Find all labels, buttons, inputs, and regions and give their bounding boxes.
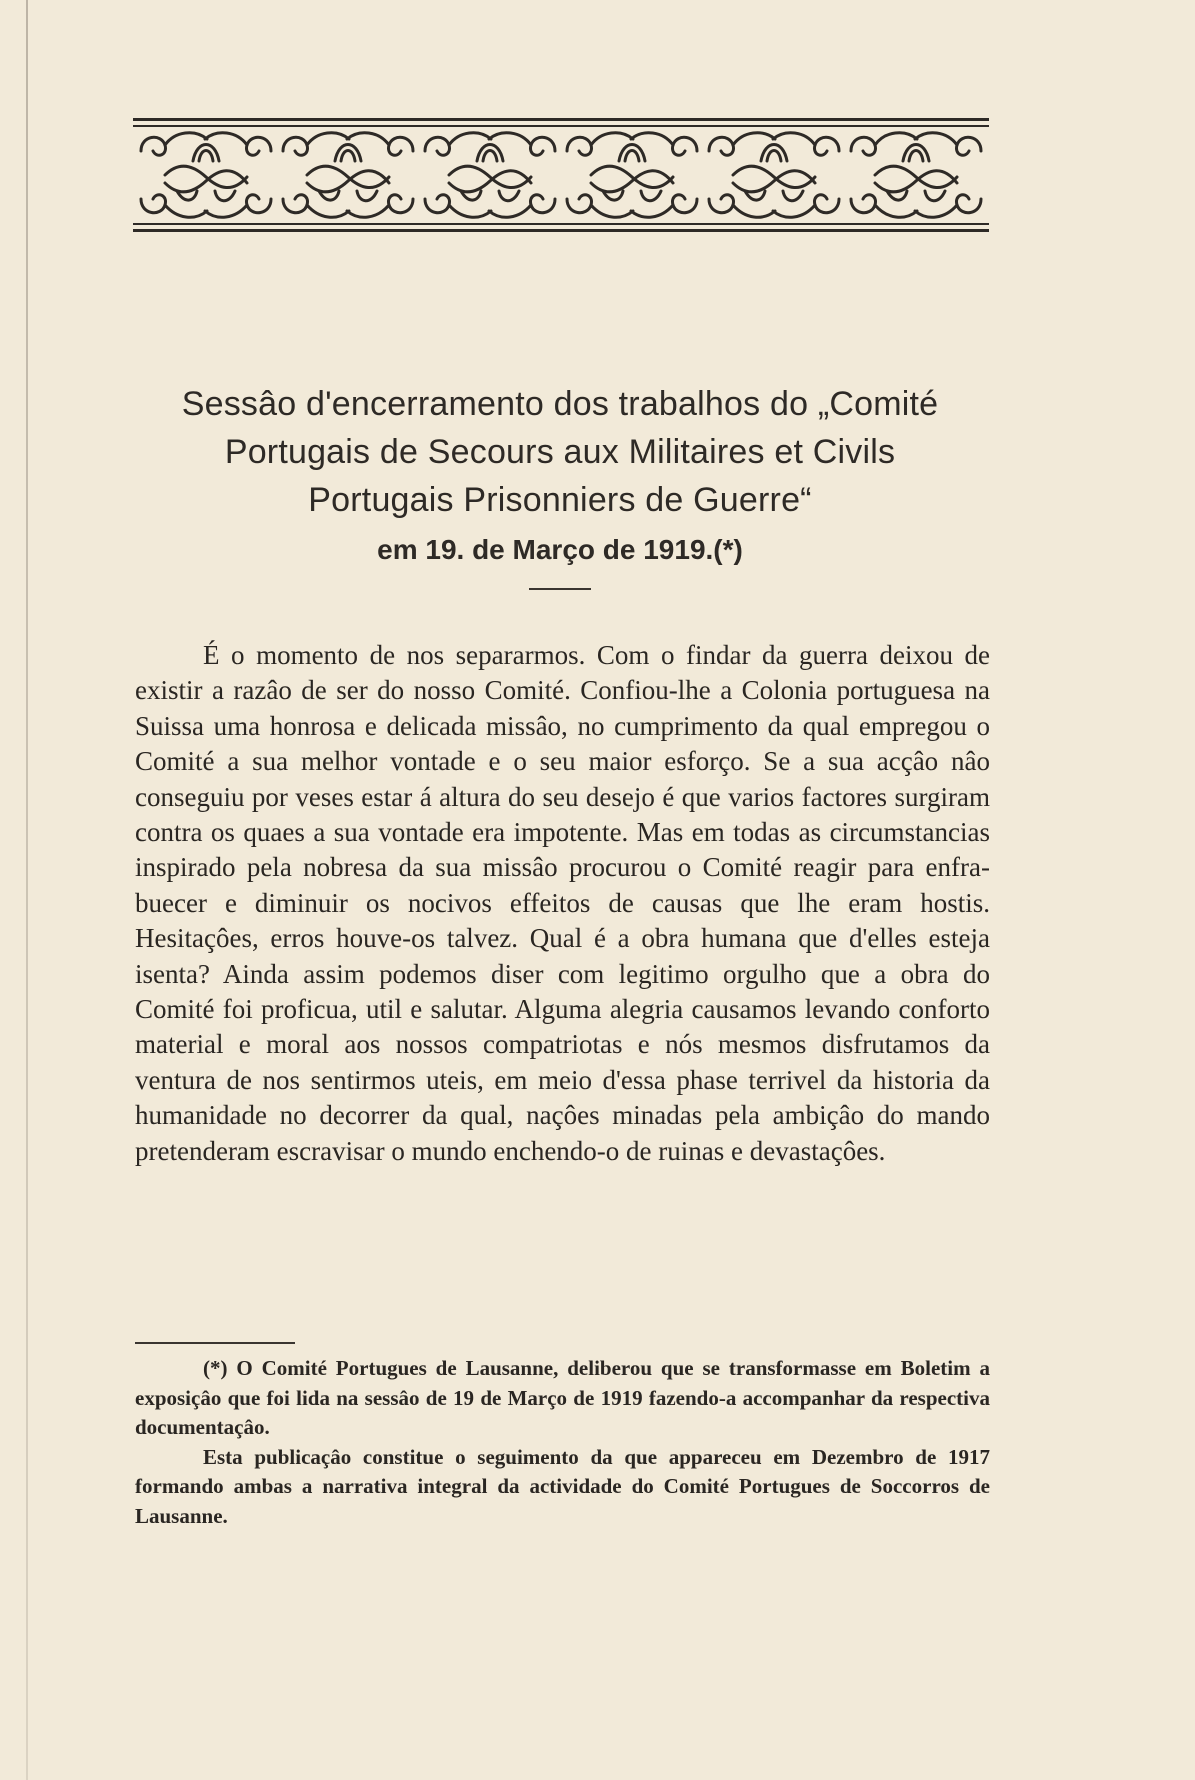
title-line-2: Portugais de Secours aux Militaires et Civils: [224, 433, 896, 471]
title-divider: [529, 588, 591, 590]
body-paragraph: É o momento de nos separarmos. Com o findar da guerra deixou de existir a razâo de ser do nosso Comité. Confiou-lhe a Colonia portuguesa na Suissa uma honrosa e delicada missâo, no cumprimento da qual empregou o Comité a sua melhor vontade e o seu maior esforço. Se a sua acçâo nâo conseguiu por veses estar á altura do seu desejo é que varios factores surgiram contra os quaes a sua vontade era impotente. Mas em todas as circumstancias inspirado pela nobresa da sua missâo procurou o Comité reagir para enfrabuecer e diminuir os nocivos effeitos de causas que lhe eram hostis. Hesitaçôes, erros houve-os talvez. Qual é a obra humana que d'elles esteja isenta? Ainda assim podemos diser com legitimo orgulho que a obra do Comité foi proficua, util e salutar. Alguma alegria causamos levando conforto material e moral aos nossos compatriotas e nós mesmos disfrutamos da ventura de nos sentirmos uteis, em meio d'essa phase terrivel da historia da humanidade no decorrer da qual, naçôes minadas pela ambiçâo do mando pretenderam escravisar o mundo enchendo-o de ruinas e devastaçôes.: [135, 640, 990, 1166]
footnote-1: (*) O Comité Portugues de Lausanne, deliberou que se transformasse em Boletim a exposiçâo que foi lida na sessâo de 19 de Março de 1919 fazendo-a accompanhar da respectiva documentaçâo.: [135, 1356, 990, 1439]
footnote-divider: [135, 1342, 295, 1344]
footnote-2: Esta publicaçâo constitue o seguimento da que appareceu em Dezembro de 1917 formando ambas a narrativa integral da actividade do Comité Portugues de Soccorros de Lausanne.: [135, 1444, 990, 1528]
title-line-3: Portugais Prisonniers de Guerre“: [308, 481, 812, 519]
title-line-1: Sessâo d'encerramento dos trabalhos do „Comité: [181, 385, 939, 423]
page-edge-shadow: [26, 0, 28, 1780]
document-title: [110, 380, 1010, 590]
scroll-ornament-icon: [133, 118, 989, 234]
footnotes: [135, 1354, 990, 1531]
title-date: em 19. de Março de 1919.(*): [377, 534, 743, 565]
